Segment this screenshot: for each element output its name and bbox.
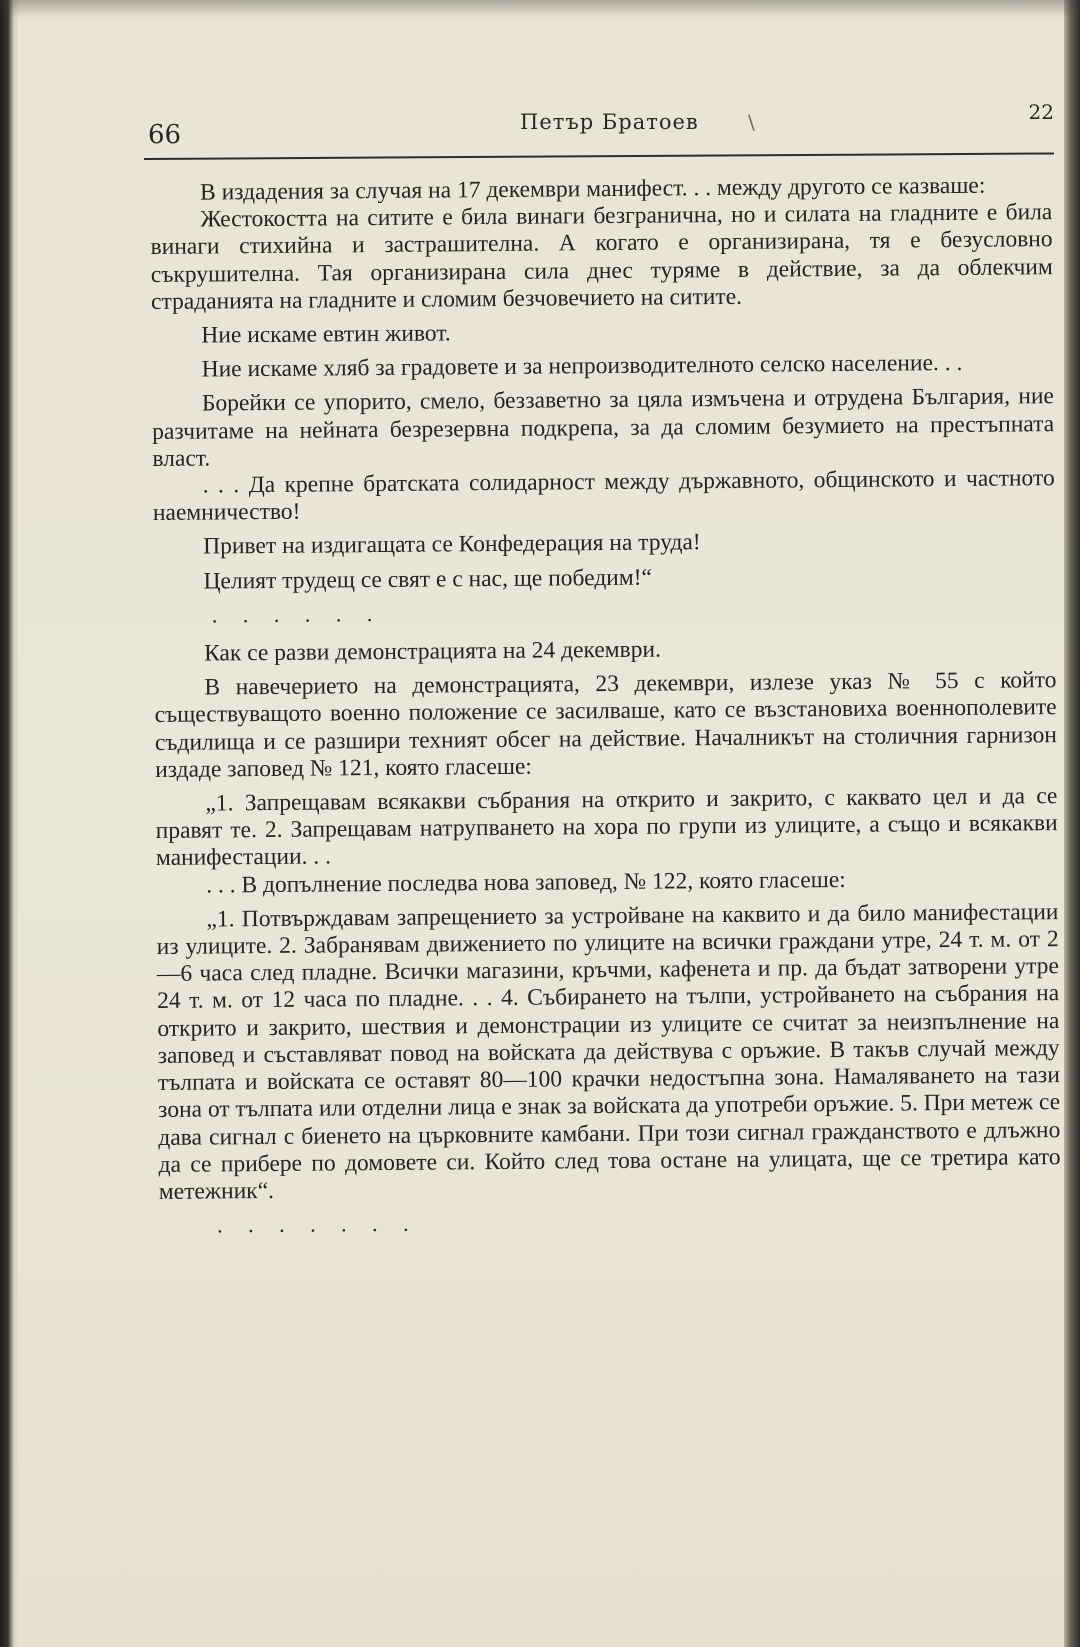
quote-paragraph: „1. Запрещавам всякакви събрания на открито и закрито, с каквато цел и да се правят те. 2. Запрещавам натрупването на хора по групи из улиците, а също и всякакви манифестации. . . [155, 783, 1058, 872]
running-head: Петър Братоев [520, 110, 699, 134]
paragraph: Жестокостта на ситите е била винаги безгранична, но и силата на гладните е била винаги стихийна и застрашителна. А когато е организирана, тя е безусловно съкрушителна. Тая организирана сила днес туряме в действие, за да облекчим страданията на гладните и сломим безчовечието на ситите. [150, 199, 1053, 315]
paragraph: В издадения за случая на 17 декември манифест. . . между другото се казваше: [199, 172, 986, 206]
binding-edge [1064, 0, 1080, 1647]
ellipsis-separator: . . . . . . . [217, 1210, 419, 1238]
top-shadow [0, 0, 1080, 18]
page-number: 66 [148, 120, 182, 150]
body-text [150, 172, 1061, 1239]
paragraph: . . . Да крепне братската солидарност между държавното, общинското и частното наемничество! [152, 465, 1055, 527]
ellipsis-separator: . . . . . . [211, 600, 383, 628]
folio-mark: 22 [1028, 100, 1054, 124]
paragraph: Привет на издигащата се Конфедерация на труда! [203, 529, 701, 560]
paragraph: Ние искаме евтин живот. [201, 320, 451, 349]
paragraph: Ние искаме хляб за градовете и за непроизводителното селско население. . . [201, 350, 963, 383]
pencil-mark: \ [748, 110, 755, 134]
paragraph: В навечерието на демонстрацията, 23 декември, излезе указ № 55 с който съществуващото военно положение се засилваше, като се възстановиха военнополевите съдилища и се разшири техният обсег на действие. Началникът на столичния гарнизон издаде заповед № 121, която гласеше: [154, 667, 1057, 783]
paragraph: . . . В допълнение последва нова заповед, № 122, която гласеше: [206, 866, 846, 899]
quote-paragraph: „1. Потвърждавам запрещението за устройване на каквито и да било манифестации из улиците. 2. Забранявам движението по улиците на всички граждани утре, 24 т. м. от 2—6 часа след пладне. Всички магазини, кръчми, кафенета и пр. да бъдат затворени утре 24 т. м. от 12 часа по пладне. . . 4. Събирането на тълпи, устройването на събрания на открито и закрито, шествия и демонстрации из улиците се считат за неизпълнение на заповед и съставляват повод на войската да действува с оръжие. В такъв случай между тълпата и войската се оставят 80—100 крачки недостъпна зона. Намаляването на тази зона от тълпата или отделни лица е знак за войската да употреби оръжие. 5. При метеж се дава сигнал с биенето на църковните камбани. При този сигнал гражданството е длъжно да се прибере по домовете си. Който след това остане на улицата, ще се третира като метежник“. [156, 898, 1061, 1205]
section-heading: Как се разви демонстрацията на 24 декември. [204, 636, 662, 667]
paragraph: Борейки се упорито, смело, беззаветно за цяла измъчена и отрудена България, ние разчитаме на нейната безрезервна подкрепа, за да сломим безумието на престъпната власт. [152, 383, 1055, 472]
paragraph: Целият трудещ се свят е с нас, ще победим!“ [203, 564, 653, 595]
